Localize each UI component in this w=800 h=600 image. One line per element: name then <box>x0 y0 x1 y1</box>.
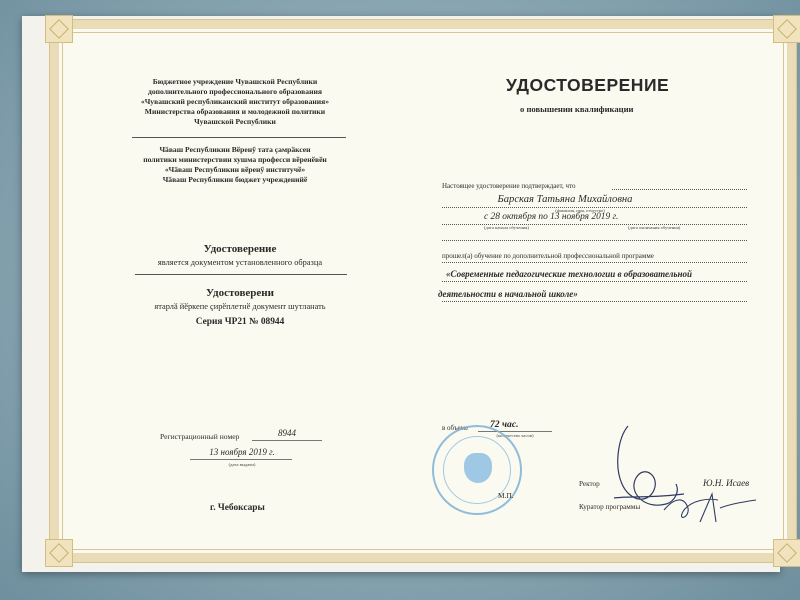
dotted-line <box>442 240 747 241</box>
issuer-ru-line: Бюджетное учреждение Чувашской Республики <box>152 77 318 86</box>
dotted-line <box>442 262 747 263</box>
dotted-line <box>612 189 747 190</box>
curator-label: Куратор программы <box>579 503 641 511</box>
issuer-ru-line: дополнительного профессионального образования <box>148 87 322 96</box>
certificate-title: УДОСТОВЕРЕНИЕ <box>506 75 670 95</box>
study-period: с 28 октября по 13 ноября 2019 г. <box>484 212 619 222</box>
dotted-line <box>442 301 747 302</box>
issuer-cv-line: «Чӑваш Республикин вӗренӳ институчӗ» <box>164 165 306 174</box>
reg-number-value: 8944 <box>278 428 296 438</box>
rector-label: Ректор <box>579 480 600 488</box>
series-number: Серия ЧР21 № 08944 <box>195 317 285 327</box>
certificate-subtitle: о повышении квалификации <box>520 104 634 114</box>
end-date-caption: (дата окончания обучения) <box>628 225 681 230</box>
volume-hours: 72 час. <box>490 419 519 430</box>
volume-caption: (количество часов) <box>496 433 534 438</box>
divider <box>135 274 347 275</box>
doc-note-ru: является документом установленного образца <box>157 258 323 267</box>
rector-name: Ю.Н. Исаев <box>703 478 750 488</box>
dotted-line <box>442 281 747 282</box>
official-stamp <box>432 425 522 515</box>
completed-text: прошел(а) обучение по дополнительной профессиональной программе <box>442 252 654 260</box>
reg-number-line <box>252 440 322 441</box>
issue-date-caption: (дата выдачи) <box>228 462 256 467</box>
volume-label: в объеме <box>442 424 469 432</box>
corner-ornament <box>773 539 800 567</box>
corner-ornament <box>45 15 73 43</box>
doc-note-cv: ятарлӑ йӗркепе ҫирӗплетнӗ документ шутланать <box>154 302 326 311</box>
corner-ornament <box>773 15 800 43</box>
recipient-name: Барская Татьяна Михайловна <box>497 194 633 205</box>
issue-date: 13 ноября 2019 г. <box>209 447 275 457</box>
issuer-ru-line: «Чувашский республиканский институт образования» <box>140 97 330 106</box>
stamp-mp-label: М.П. <box>498 491 514 500</box>
confirm-text: Настоящее удостоверение подтверждает, что <box>442 182 576 190</box>
issuer-ru-line: Чувашской Республики <box>194 117 276 126</box>
curator-signature <box>660 488 760 528</box>
reg-number-label: Регистрационный номер <box>160 432 240 441</box>
city: г. Чебоксары <box>210 503 265 513</box>
program-name-line2: деятельности в начальной школе» <box>438 289 578 299</box>
program-name-line1: «Современные педагогические технологии в образовательной <box>446 269 693 279</box>
issuer-cv-line: политики министерствин хушма професси вӗренӗвӗн <box>143 155 327 164</box>
divider <box>132 137 346 138</box>
doc-title-ru: Удостоверение <box>203 243 277 255</box>
issuer-ru-line: Министерства образования и молодежной политики <box>144 107 326 116</box>
start-date-caption: (дата начала обучения) <box>484 225 529 230</box>
doc-title-cv: Удостоверени <box>206 287 274 299</box>
name-caption: (фамилия, имя, отчество) <box>555 208 605 213</box>
issuer-cv-line: Чӑваш Республикин бюджет учрежденийӗ <box>162 175 308 184</box>
issue-date-line <box>190 459 292 460</box>
issuer-cv-line: Чӑваш Республикин Вӗренӳ тата ҫамрӑксен <box>159 145 311 154</box>
coat-of-arms-icon <box>464 453 492 483</box>
corner-ornament <box>45 539 73 567</box>
